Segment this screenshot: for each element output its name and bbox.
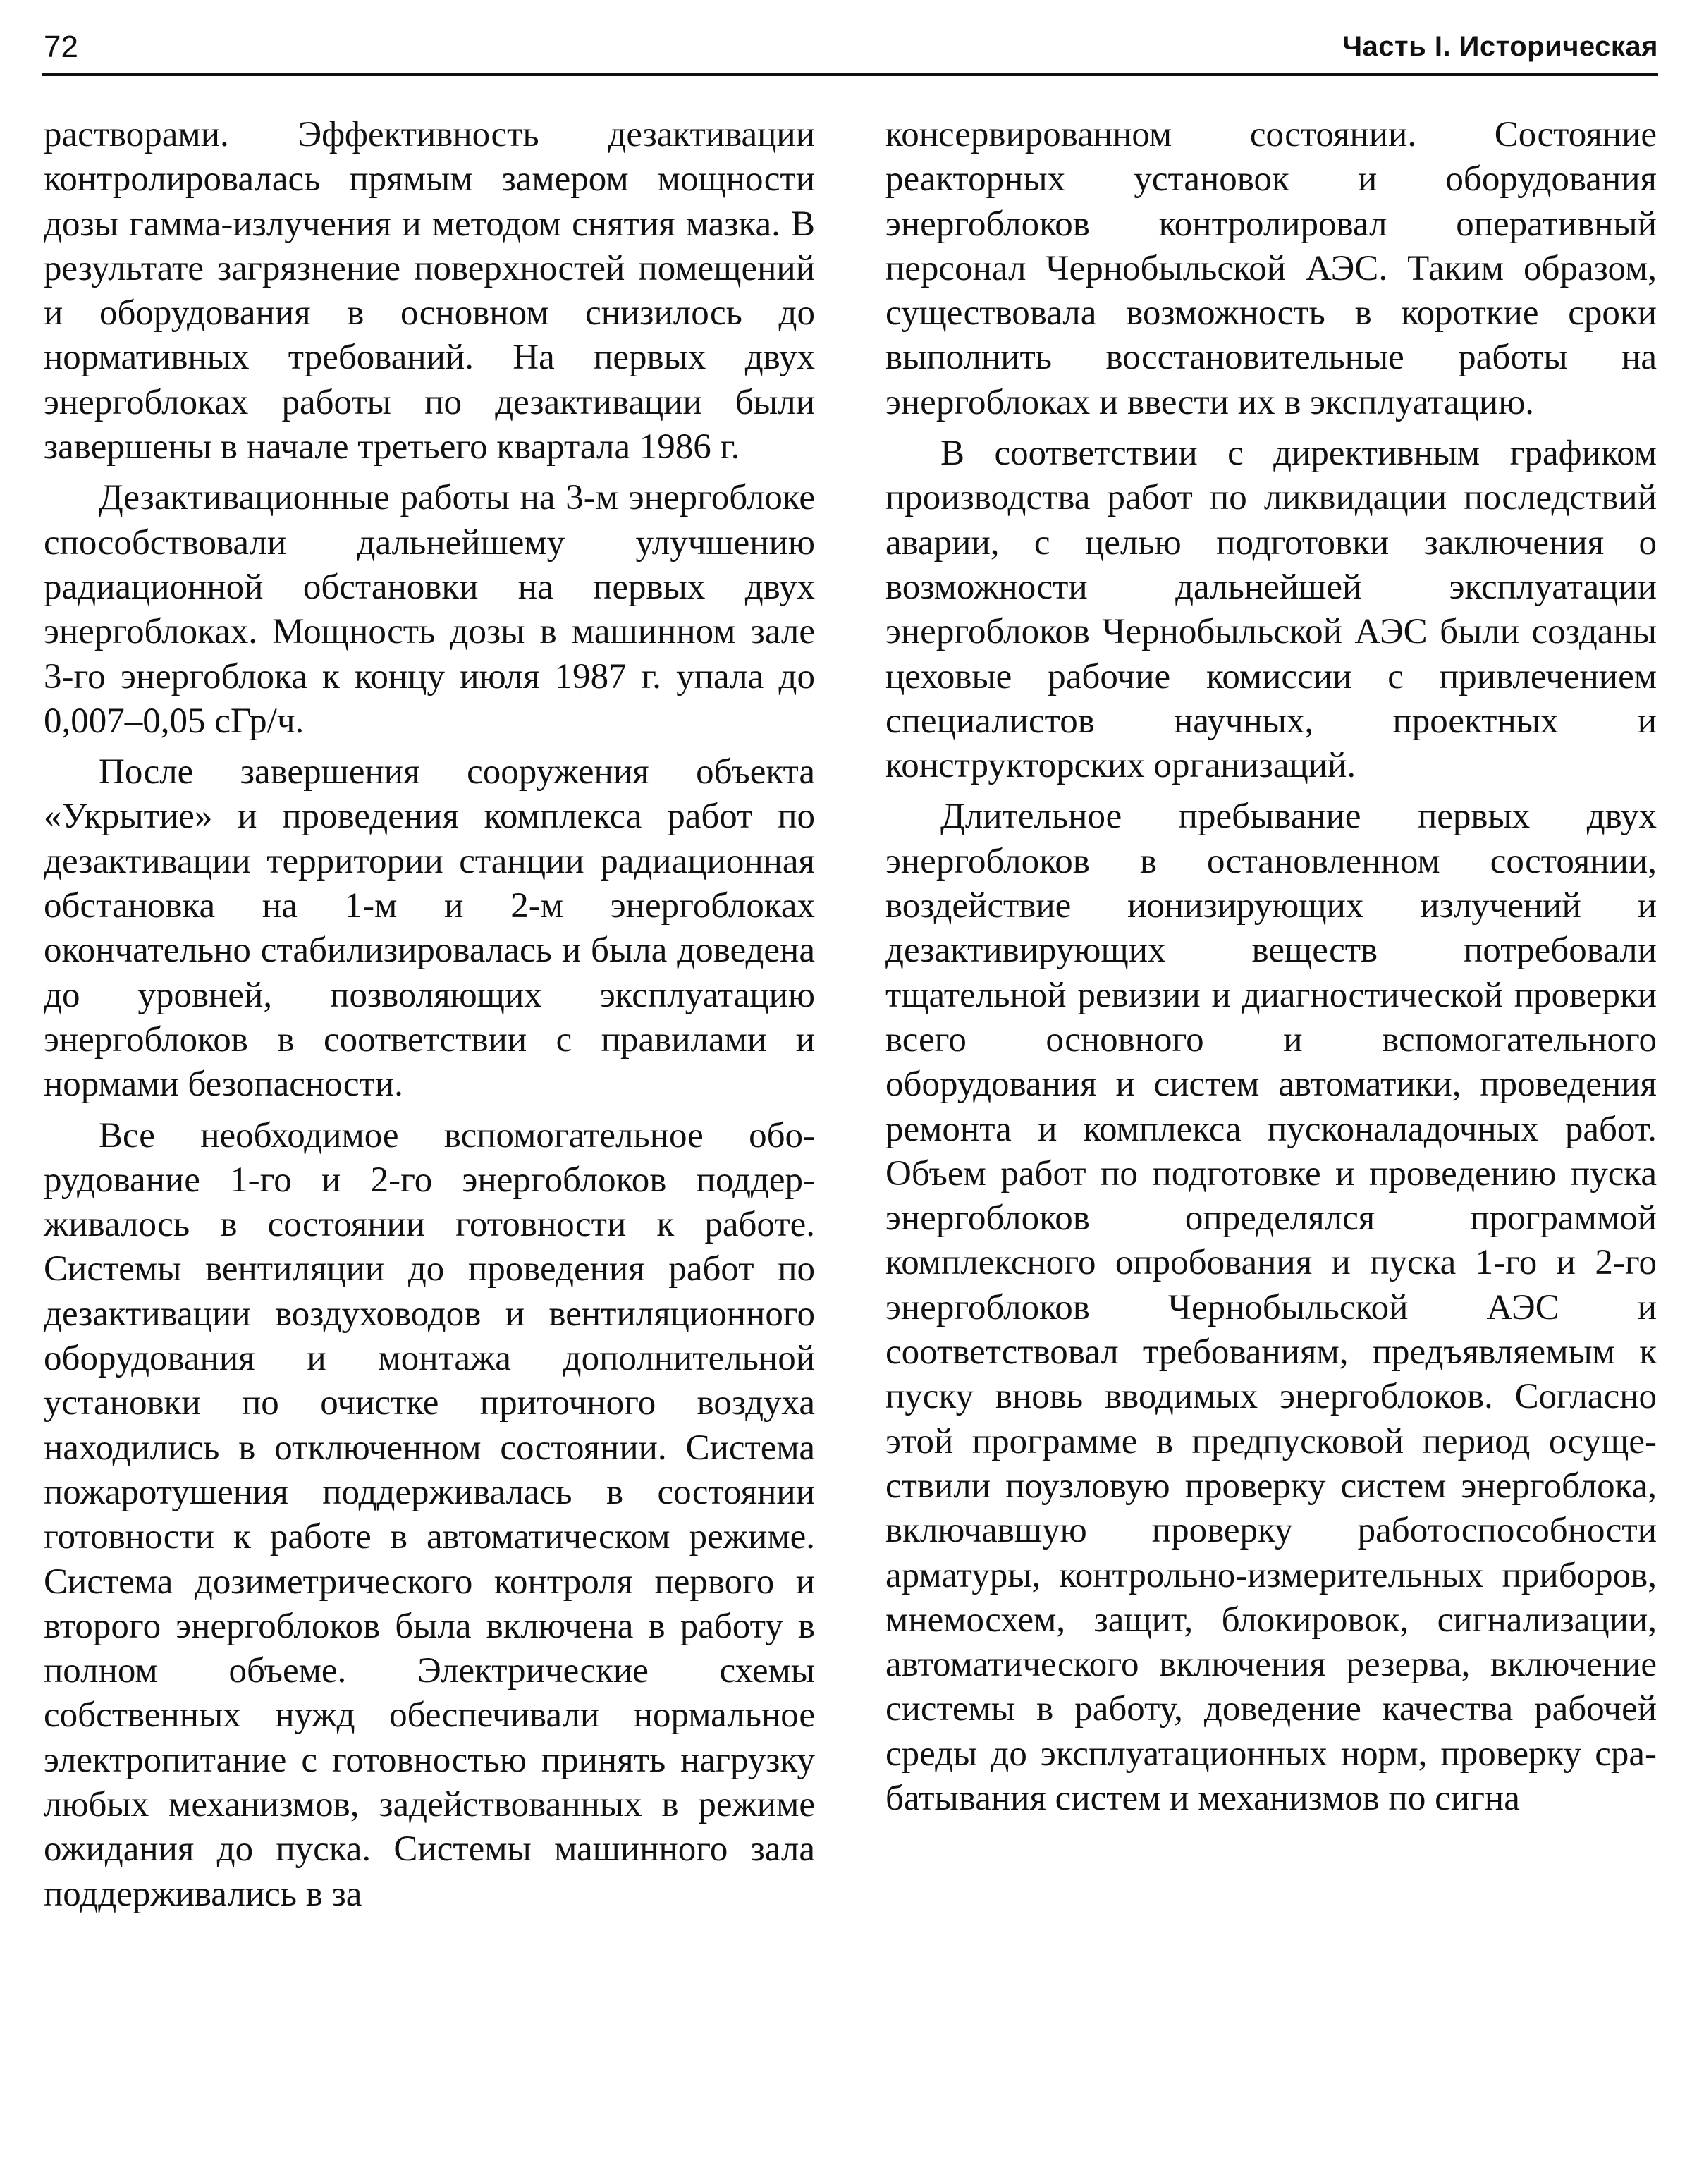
paragraph: Все необходимое вспомогательное оборудование 1-го и 2-го энергоблоков поддерживалось в состоянии готовности к работе. Системы вентиляции до проведения работ по дезактивации воздуховодов и вентиляционного оборудования и монтажа дополнительной установки по очистке приточного воздуха находились в отключенном состоянии. Система пожаротушения поддерживалась в состоянии готовности к работе в автоматическом режиме. Система дозиметрического контроля первого и второго энергоблоков была включена в работу в полном объеме. Электрические схемы собственных нужд обеспечивали нормальное электропитание с готовностью принять нагрузку любых механизмов, задействованных в режиме ожидания до пуска. Системы машинного зала поддерживались в за [44, 1115, 815, 1914]
paragraph: После завершения сооружения объекта «Укрытие» и проведения комплекса работ по дезактивации территории станции радиационная обстановка на 1-м и 2-м энергоблоках окончательно стабилизировалась и была доведена до уровней, позволяющих эксплуатацию энергоблоков в соответствии с правилами и нормами безопасности. [44, 752, 815, 1105]
paragraph: Длительное пребывание первых двух энергоблоков в остановленном состоянии, воздействие ионизирующих излучений и дезактивирующих веществ потребовали тщательной ревизии и диагностической проверки всего основного и вспомогательного оборудования и систем автоматики, проведения ремонта и комплекса пусконаладочных работ. Объем работ по подготовке и проведению пуска энергоблоков определялся программой комплексного опробования и пуска 1-го и 2-го энергоблоков Чернобыльской АЭС и соответствовал требованиям, предъявляемым к пуску вновь вводимых энергоблоков. Согласно этой программе в предпусковой период осуществили поузловую проверку систем энергоблока, включавшую проверку работоспособности арматуры, контрольно-измерительных приборов, мнемосхем, защит, блокировок, сигнализации, автоматического включения резерва, включение системы в работу, доведение качества рабочей среды до эксплуатационных норм, проверку срабатывания систем и механизмов по сигна [885, 797, 1657, 1818]
paragraph: В соответствии с директивным графиком производства работ по ликвидации последствий аварии, с целью подготовки заключения о возможности дальнейшей эксплуатации энергоблоков Чернобыльской АЭС были созданы цеховые рабочие комиссии с привлечением специалистов научных, проектных и конструкторских организаций. [885, 434, 1657, 786]
page-header [44, 30, 1658, 72]
paragraph: консервированном состоянии. Состояние реакторных установок и оборудования энергоблоков контролировал оперативный персонал Чернобыльской АЭС. Таким образом, существовала возможность в короткие сроки выполнить восстановительные работы на энергоблоках и ввести их в эксплуатацию. [885, 115, 1657, 422]
paragraph: растворами. Эффективность дезактивации контролировалась прямым замером мощности дозы гамма-излучения и методом снятия мазка. В результате загрязнение поверхностей помещений и оборудования в основном снизилось до нормативных требований. На первых двух энергоблоках работы по дезактивации были завершены в начале третьего квартала 1986 г. [44, 115, 815, 467]
paragraph: Дезактивационные работы на 3-м энергоблоке способствовали дальнейшему улучшению радиационной обстановки на первых двух энергоблоках. Мощность дозы в машинном зале 3-го энергоблока к концу июля 1987 г. упала до 0,007–0,05 сГр/ч. [44, 478, 815, 741]
running-title: Часть I. Историческая [1342, 31, 1658, 62]
header-rule [42, 73, 1658, 76]
page-number: 72 [44, 30, 78, 64]
right-column [885, 113, 1657, 1827]
left-column [44, 113, 815, 1923]
